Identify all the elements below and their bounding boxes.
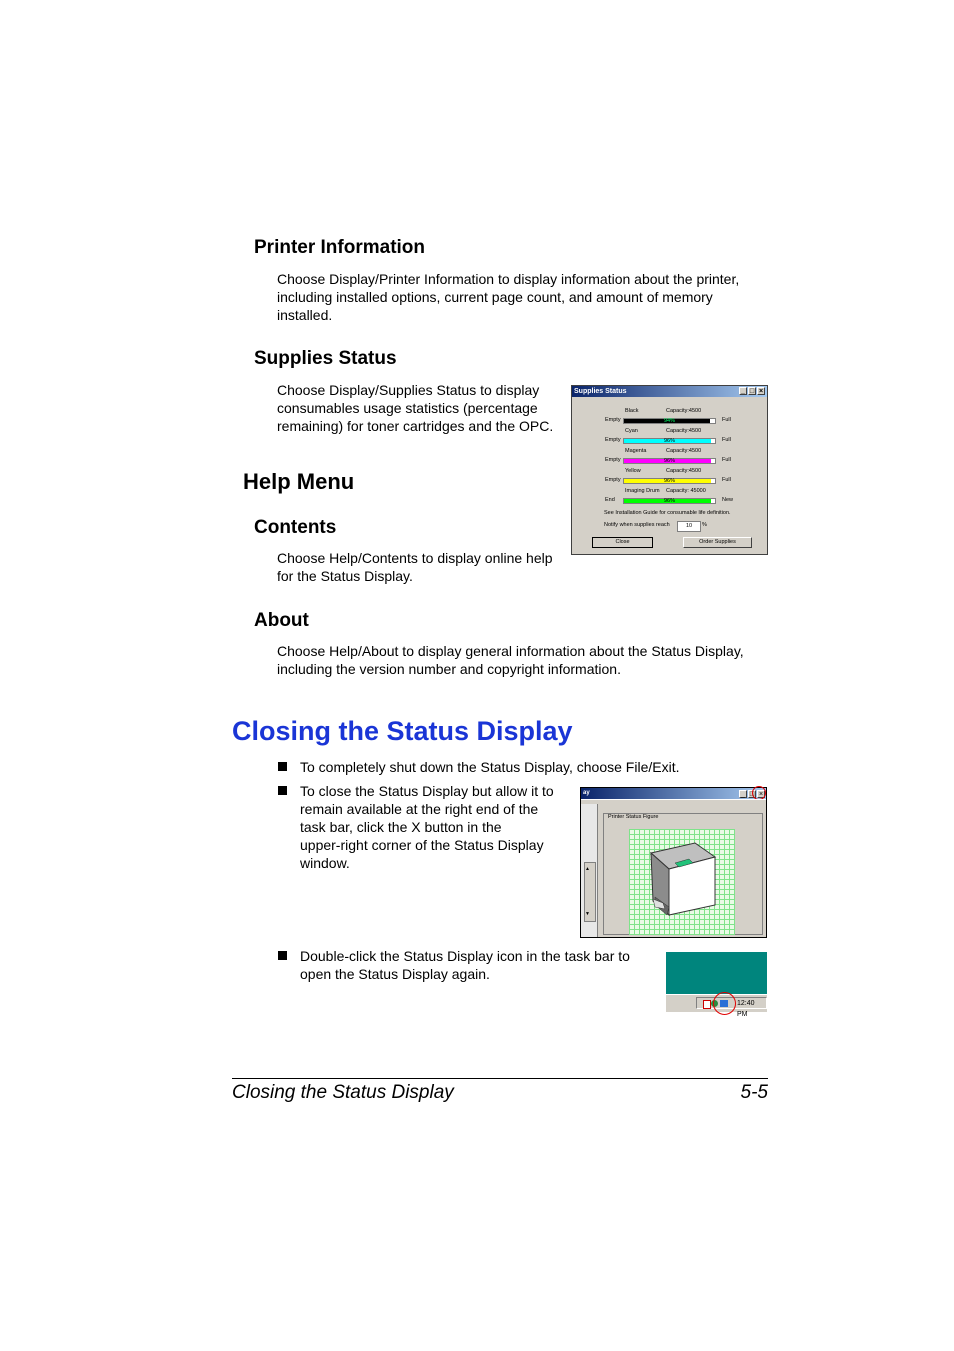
empty-label: Empty	[605, 417, 621, 423]
desktop-area	[666, 952, 767, 994]
status-display-window	[580, 787, 767, 938]
bullet-square-icon	[278, 951, 287, 960]
text-line: Double-click the Status Display icon in the task bar to	[300, 948, 630, 964]
text-line: including installed options, current page count, and amount of memory	[277, 289, 713, 305]
bullet-text	[300, 782, 554, 872]
supply-percent: 96%	[663, 478, 675, 484]
text-line: To close the Status Display but allow it to	[300, 783, 554, 799]
bullet-square-icon	[278, 786, 287, 795]
text-line: including the version number and copyright information.	[277, 661, 621, 677]
contents-heading: Contents	[254, 517, 337, 538]
window-title: ay	[583, 790, 590, 796]
footer-rule	[232, 1078, 768, 1079]
end-label: End	[605, 497, 615, 503]
maximize-icon[interactable]: □	[749, 388, 755, 395]
left-pane	[581, 804, 598, 937]
notify-label: Notify when supplies reach	[604, 522, 670, 528]
text-line: Choose Help/About to display general information about the Status Display,	[277, 643, 744, 659]
supply-name: Black	[625, 408, 639, 414]
supply-level-bar	[623, 438, 716, 444]
supply-level-bar	[623, 498, 716, 504]
text-line: window.	[300, 855, 350, 871]
new-label: New	[722, 497, 734, 503]
bullet-text	[300, 947, 630, 983]
tray-app-icon[interactable]	[703, 1000, 711, 1009]
supply-capacity: Capacity:4500	[666, 428, 702, 434]
closing-status-display-heading: Closing the Status Display	[232, 716, 573, 746]
supply-capacity: Capacity:4500	[666, 448, 702, 454]
supplies-status-text	[277, 381, 553, 435]
notify-spinner[interactable]	[677, 521, 701, 532]
text-line: Choose Display/Printer Information to display information about the printer,	[277, 271, 740, 287]
supply-capacity: Capacity: 45000	[666, 488, 706, 494]
supply-capacity: Capacity:4500	[666, 468, 702, 474]
empty-label: Empty	[605, 477, 621, 483]
supply-level-bar	[623, 478, 716, 484]
full-label: Full	[722, 477, 731, 483]
supply-name: Magenta	[625, 448, 647, 454]
supplies-status-dialog	[571, 385, 768, 555]
bullet-text: To completely shut down the Status Display, choose File/Exit.	[300, 759, 680, 775]
full-label: Full	[722, 437, 731, 443]
supply-name: Cyan	[625, 428, 638, 434]
printer-information-heading: Printer Information	[254, 237, 426, 258]
notify-value: 10	[685, 523, 693, 529]
footer-title: Closing the Status Display	[232, 1082, 454, 1103]
supplies-status-heading: Supplies Status	[254, 348, 397, 369]
text-line: task bar, click the X button in the	[300, 819, 502, 835]
scroll-down-icon[interactable]: ▼	[585, 911, 590, 917]
about-text	[277, 642, 744, 678]
highlight-circle-icon	[752, 786, 766, 800]
full-label: Full	[722, 457, 731, 463]
group-label: Printer Status Figure	[608, 814, 659, 820]
text-line: open the Status Display again.	[300, 966, 490, 982]
text-line: upper-right corner of the Status Display	[300, 837, 544, 853]
supply-percent: 96%	[663, 458, 675, 464]
taskbar-screenshot	[666, 952, 767, 1018]
highlight-circle-icon	[713, 992, 736, 1015]
supply-level-bar	[623, 418, 716, 424]
bullet-square-icon	[278, 762, 287, 771]
close-icon[interactable]: ×	[758, 388, 764, 395]
text-line: consumables usage statistics (percentage	[277, 400, 538, 416]
supply-percent: 94%	[663, 418, 675, 424]
supply-percent: 96%	[663, 438, 675, 444]
text-line: installed.	[277, 307, 333, 323]
supply-level-bar	[623, 458, 716, 464]
supply-capacity: Capacity:4500	[666, 408, 702, 414]
contents-text	[277, 549, 553, 585]
menu-divider	[581, 799, 766, 800]
minimize-icon[interactable]: _	[739, 790, 747, 798]
close-button[interactable]: Close	[592, 537, 653, 548]
scroll-up-icon[interactable]: ▲	[585, 866, 590, 872]
footer-page-number: 5-5	[740, 1082, 768, 1103]
dialog-titlebar	[572, 386, 767, 397]
printer-icon	[629, 829, 735, 935]
text-line: Choose Help/Contents to display online help	[277, 550, 553, 566]
supply-name: Imaging Drum	[625, 488, 660, 494]
about-heading: About	[254, 610, 309, 631]
dialog-title: Supplies Status	[574, 388, 627, 395]
supply-name: Yellow	[625, 468, 641, 474]
supply-percent: 96%	[663, 498, 675, 504]
notify-unit: %	[702, 522, 707, 528]
maximize-icon[interactable]: □	[749, 791, 755, 798]
order-supplies-button[interactable]: Order Supplies	[683, 537, 752, 548]
printer-information-text	[277, 270, 739, 324]
empty-label: Empty	[605, 457, 621, 463]
text-line: Choose Display/Supplies Status to display	[277, 382, 540, 398]
full-label: Full	[722, 417, 731, 423]
help-menu-heading: Help Menu	[243, 469, 355, 494]
text-line: remain available at the right end of the	[300, 801, 539, 817]
empty-label: Empty	[605, 437, 621, 443]
text-line: remaining) for toner cartridges and the OPC.	[277, 418, 554, 434]
minimize-icon[interactable]: _	[739, 387, 747, 395]
text-line: for the Status Display.	[277, 568, 413, 584]
tray-clock: 12:40 PM	[737, 1000, 755, 1018]
printer-grid	[629, 829, 735, 935]
consumable-note: See Installation Guide for consumable life definition.	[604, 510, 731, 516]
close-x-icon[interactable]: ×	[758, 791, 764, 798]
